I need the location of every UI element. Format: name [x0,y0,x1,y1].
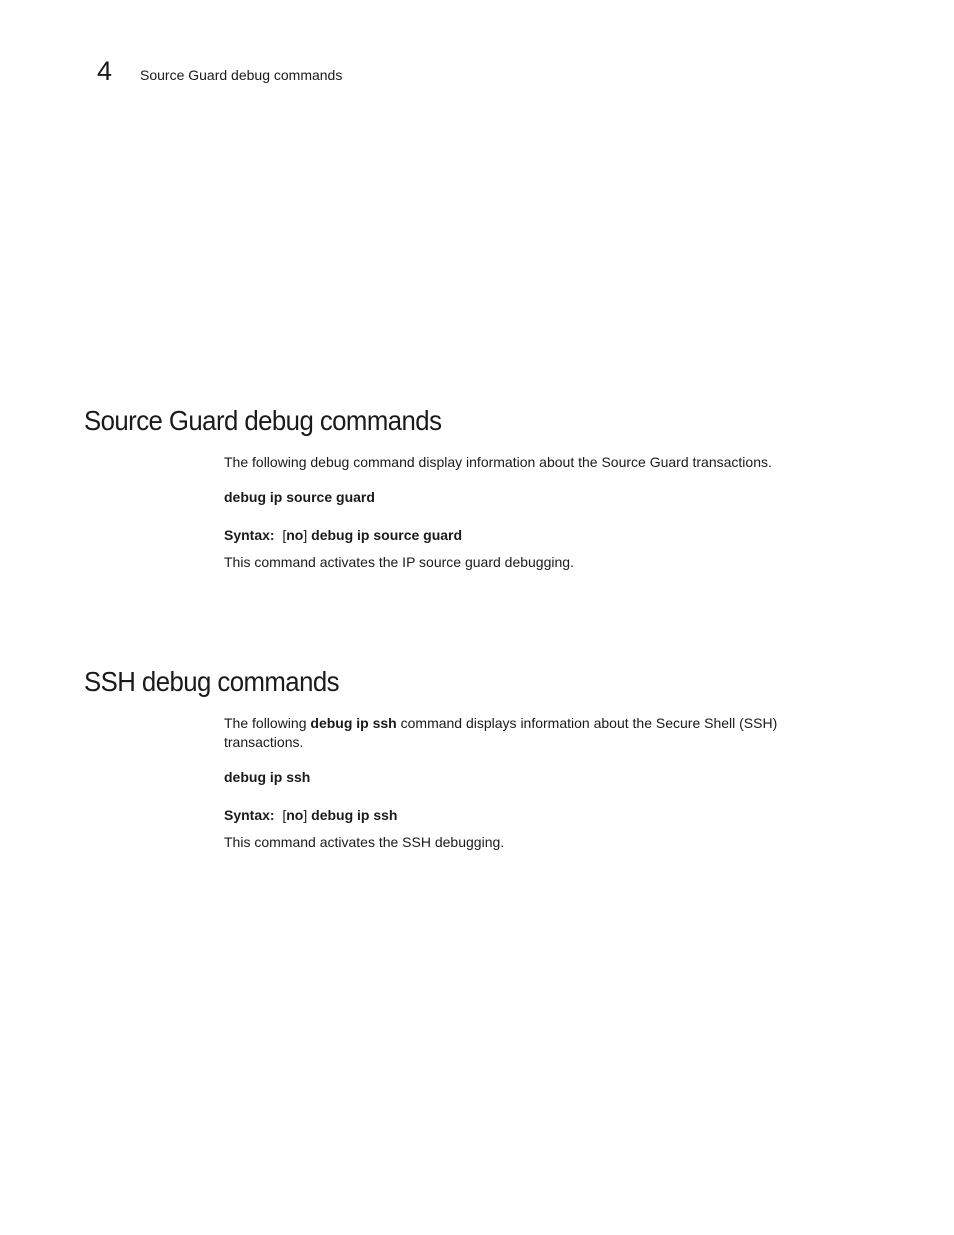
syntax-command: debug ip source guard [311,527,463,543]
description-source-guard: This command activates the IP source guard debugging. [224,554,574,570]
command-source-guard: debug ip source guard [224,489,375,505]
section-heading-source-guard: Source Guard debug commands [84,405,442,436]
command-ssh: debug ip ssh [224,769,311,785]
description-ssh: This command activates the SSH debugging. [224,834,505,850]
syntax-no-keyword: no [286,807,304,823]
intro-command: debug ip ssh [310,715,397,731]
syntax-ssh: Syntax: [no] debug ip ssh [224,807,398,823]
syntax-label: Syntax: [224,807,275,823]
running-title: Source Guard debug commands [140,67,343,83]
section-intro-ssh [224,714,814,752]
syntax-command: debug ip ssh [311,807,398,823]
syntax-no-keyword: no [286,527,304,543]
section-intro-source-guard: The following debug command display information about the Source Guard transactions. [224,454,772,470]
intro-prefix: The following [224,715,311,731]
intro-suffix: command displays information about the Secure Shell (SSH) transactions. [224,715,778,750]
running-header [97,56,342,86]
chapter-number: 4 [97,56,113,86]
section-heading-ssh: SSH debug commands [84,666,339,697]
syntax-source-guard: Syntax: [no] debug ip source guard [224,527,463,543]
syntax-label: Syntax: [224,527,275,543]
